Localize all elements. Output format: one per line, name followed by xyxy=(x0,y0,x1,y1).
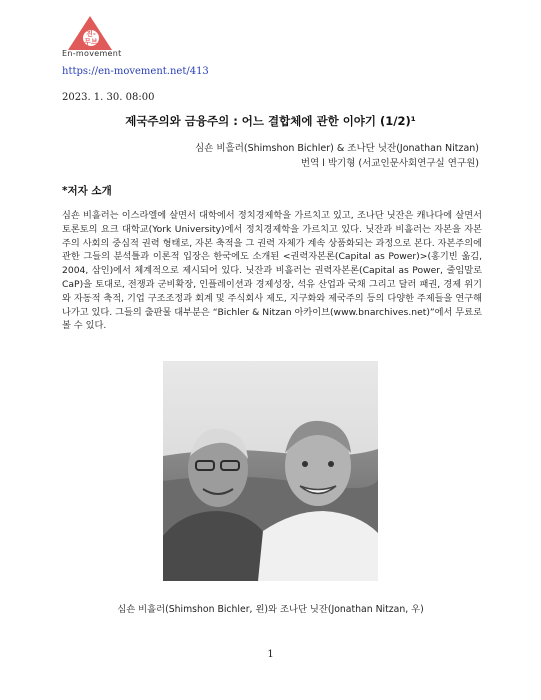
section-heading: *저자 소개 xyxy=(62,185,112,197)
author-names: 심숀 비흘러(Shimshon Bichler) & 조나단 닛잔(Jonathan Nitzan) xyxy=(194,143,479,154)
source-url-link[interactable]: https://en-movement.net/413 xyxy=(62,66,209,77)
author-block xyxy=(195,141,479,171)
translator-credit: 번역 l 박기형 (서교인문사회연구실 연구원) xyxy=(300,158,479,169)
logo-mark: 진-무브 xyxy=(84,30,98,46)
author-intro-paragraph: 심숀 비흘러는 이스라엘에 살면서 대학에서 정치경제학을 가르치고 있고, 조나단 닛잔은 캐나다에 살면서 토론토의 요크 대학교(York University)에서 정치경제학을 가르치고 있다. 닛잔과 비흘러는 자본을 자본주의 사회의 중심적 권력 형태로, 자본 축적을 그 권력 자체가 계속 상품화되는 과정으로 본다. 자본주의에 관한 그들의 분석틀과 이론적 입장은 한국에도 소개된 <권력자본론(Capital as Power)>(홍기빈 옮김, 2004, 삼인)에서 체계적으로 제시되어 있다. 닛잔과 비흘러는 권력자본론(Capital as Power, 줄임말로 CaP)을 토대로, 전쟁과 군비확장, 인플레이션과 경제성장, 석유 산업과 국채 그리고 달러 패권, 경제 위기와 자동적 축적, 기업 구조조정과 회계 및 주식회사 제도, 지구화와 제국주의 등의 다양한 주제들을 연구해나가고 있다. 그들의 출판물 대부분은 “Bichler & Nitzan 아카이브(www.bnarchives.net)”에서 무료로 볼 수 있다. xyxy=(62,210,482,332)
logo-text: En-movement xyxy=(62,49,122,58)
portrait-photo-icon xyxy=(163,361,378,581)
en-movement-logo xyxy=(62,16,124,58)
page-number: 1 xyxy=(267,649,274,660)
author-intro-body xyxy=(62,209,482,333)
article-title: 제국주의와 금융주의 : 어느 결합체에 관한 이야기 (1/2)¹ xyxy=(125,114,416,128)
photo-caption: 심숀 비흘러(Shimshon Bichler, 왼)와 조나단 닛잔(Jonathan Nitzan, 우) xyxy=(117,604,424,615)
post-date: 2023. 1. 30. 08:00 xyxy=(62,92,155,103)
authors-photo xyxy=(163,361,378,581)
